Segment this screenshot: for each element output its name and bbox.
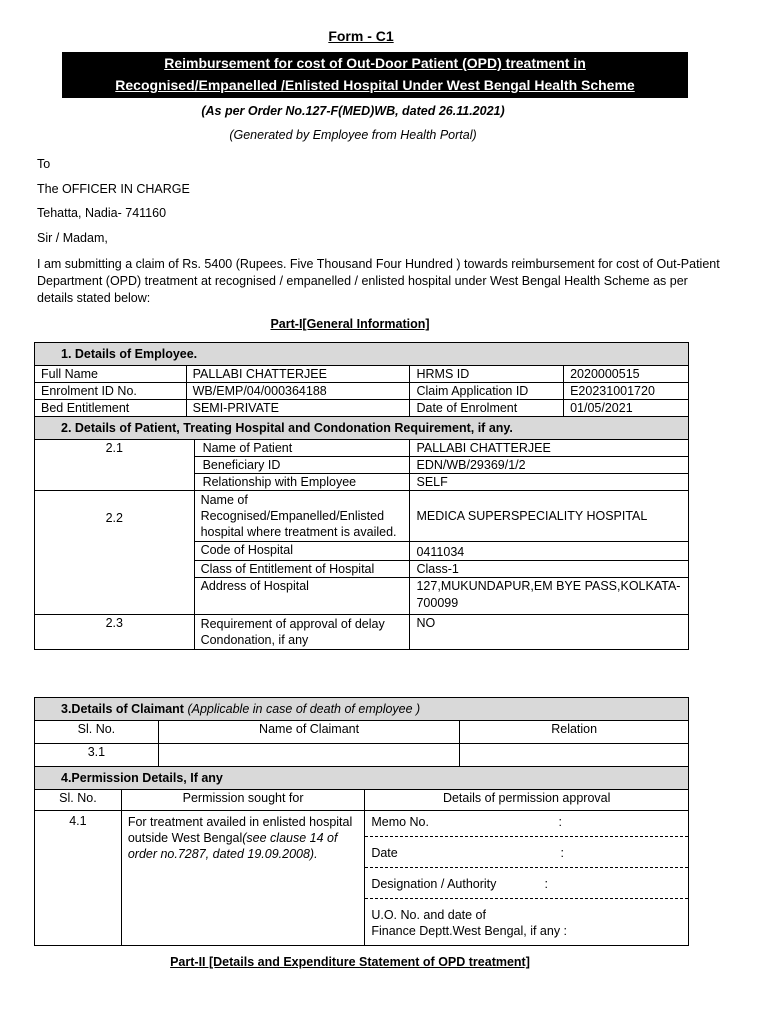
permission-note: (see clause 14 of order no.7287, dated 19.09.2008).: [127, 831, 338, 861]
section1-heading: 1. Details of Employee.: [35, 343, 689, 366]
date-colon: :: [560, 846, 564, 860]
date-label: Date: [371, 846, 398, 860]
banner-line-2: Recognised/Empanelled /Enlisted Hospital Under West Bengal Health Scheme: [115, 77, 635, 93]
permission-sought-cell: [121, 811, 365, 946]
finance-label: Finance Deptt.West Bengal, if any :: [371, 924, 568, 938]
value-claim-id: E20231001720: [564, 383, 689, 400]
section4-heading: 4.Permission Details, If any: [35, 767, 689, 790]
permission-table: [34, 766, 689, 946]
row-2-1: 2.1: [35, 440, 195, 491]
address-place: Tehatta, Nadia- 741160: [37, 206, 167, 220]
value-patient: PALLABI CHATTERJEE: [410, 440, 689, 457]
claimant-row-sl: 3.1: [35, 744, 159, 767]
value-doe: 01/05/2021: [564, 400, 689, 417]
col-permission-details: Details of permission approval: [365, 790, 689, 811]
row-2-3: 2.3: [35, 615, 195, 650]
value-hospital-class: Class-1: [410, 561, 689, 578]
section3-title: 3.Details of Claimant: [61, 702, 184, 716]
value-hospital-code: 0411034: [410, 542, 689, 561]
label-enrolment: Enrolment ID No.: [35, 383, 187, 400]
banner-line-1: Reimbursement for cost of Out-Door Patient (OPD) treatment in: [164, 55, 586, 71]
row-2-2: 2.2: [35, 491, 195, 615]
value-bed: SEMI-PRIVATE: [186, 400, 410, 417]
label-doe: Date of Enrolment: [410, 400, 564, 417]
permission-details-cell: [365, 811, 689, 946]
label-full-name: Full Name: [35, 366, 187, 383]
label-hospital-code: Code of Hospital: [194, 542, 410, 561]
generated-note: (Generated by Employee from Health Portal): [229, 128, 477, 142]
memo-label: Memo No.: [371, 815, 429, 829]
label-patient: Name of Patient: [194, 440, 410, 457]
value-beneficiary: EDN/WB/29369/1/2: [410, 457, 689, 474]
part1-heading: Part-I[General Information]: [270, 317, 430, 331]
label-delay: Requirement of approval of delay Condonation, if any: [194, 615, 410, 650]
label-claim-id: Claim Application ID: [410, 383, 564, 400]
designation-colon: :: [544, 877, 548, 891]
value-full-name: PALLABI CHATTERJEE: [186, 366, 410, 383]
col-permission-sl: Sl. No.: [35, 790, 122, 811]
intro-paragraph: I am submitting a claim of Rs. 5400 (Rupees. Five Thousand Four Hundred ) towards reimbursement for cost of Out-Patient Department (OPD) treatment at recognised / empanelled / enlisted hospital under West Bengal Health Scheme as per details stated below:: [37, 257, 720, 305]
form-banner: [62, 52, 688, 98]
order-reference: (As per Order No.127-F(MED)WB, dated 26.11.2021): [201, 104, 505, 118]
part2-heading: Part-II [Details and Expenditure Statement of OPD treatment]: [170, 955, 530, 969]
divider: [365, 867, 688, 868]
col-claimant-relation: Relation: [460, 721, 689, 744]
divider: [365, 898, 688, 899]
label-hospital: Name of Recognised/Empanelled/Enlisted hospital where treatment is availed.: [194, 491, 410, 542]
label-hospital-class: Class of Entitlement of Hospital: [194, 561, 410, 578]
label-bed: Bed Entitlement: [35, 400, 187, 417]
permission-row-sl: 4.1: [35, 811, 122, 946]
value-enrolment: WB/EMP/04/000364188: [186, 383, 410, 400]
label-hrms: HRMS ID: [410, 366, 564, 383]
section2-heading: 2. Details of Patient, Treating Hospital and Condonation Requirement, if any.: [35, 417, 689, 440]
uo-label: U.O. No. and date of: [371, 908, 486, 922]
col-claimant-sl: Sl. No.: [35, 721, 159, 744]
value-hrms: 2020000515: [564, 366, 689, 383]
address-officer: The OFFICER IN CHARGE: [37, 182, 190, 196]
value-hospital: MEDICA SUPERSPECIALITY HOSPITAL: [410, 491, 689, 542]
label-beneficiary: Beneficiary ID: [194, 457, 410, 474]
col-permission-sought: Permission sought for: [121, 790, 365, 811]
section3-heading: [35, 698, 689, 721]
col-claimant-name: Name of Claimant: [158, 721, 460, 744]
divider: [365, 836, 688, 837]
form-title: Form - C1: [328, 28, 394, 44]
label-relationship: Relationship with Employee: [194, 474, 410, 491]
memo-colon: :: [558, 815, 562, 829]
claimant-row-name: [158, 744, 460, 767]
section3-note: (Applicable in case of death of employee ): [187, 702, 421, 716]
salutation: Sir / Madam,: [37, 231, 108, 245]
designation-label: Designation / Authority: [371, 877, 497, 891]
claimant-row-relation: [460, 744, 689, 767]
value-relationship: SELF: [410, 474, 689, 491]
value-hospital-address: 127,MUKUNDAPUR,EM BYE PASS,KOLKATA-700099: [410, 578, 689, 615]
address-to: To: [37, 157, 51, 171]
claimant-table: [34, 697, 689, 767]
value-delay: NO: [410, 615, 689, 650]
general-info-table: [34, 342, 689, 650]
label-hospital-address: Address of Hospital: [194, 578, 410, 615]
permission-text: For treatment availed in enlisted hospital outside West Bengal: [127, 815, 353, 845]
